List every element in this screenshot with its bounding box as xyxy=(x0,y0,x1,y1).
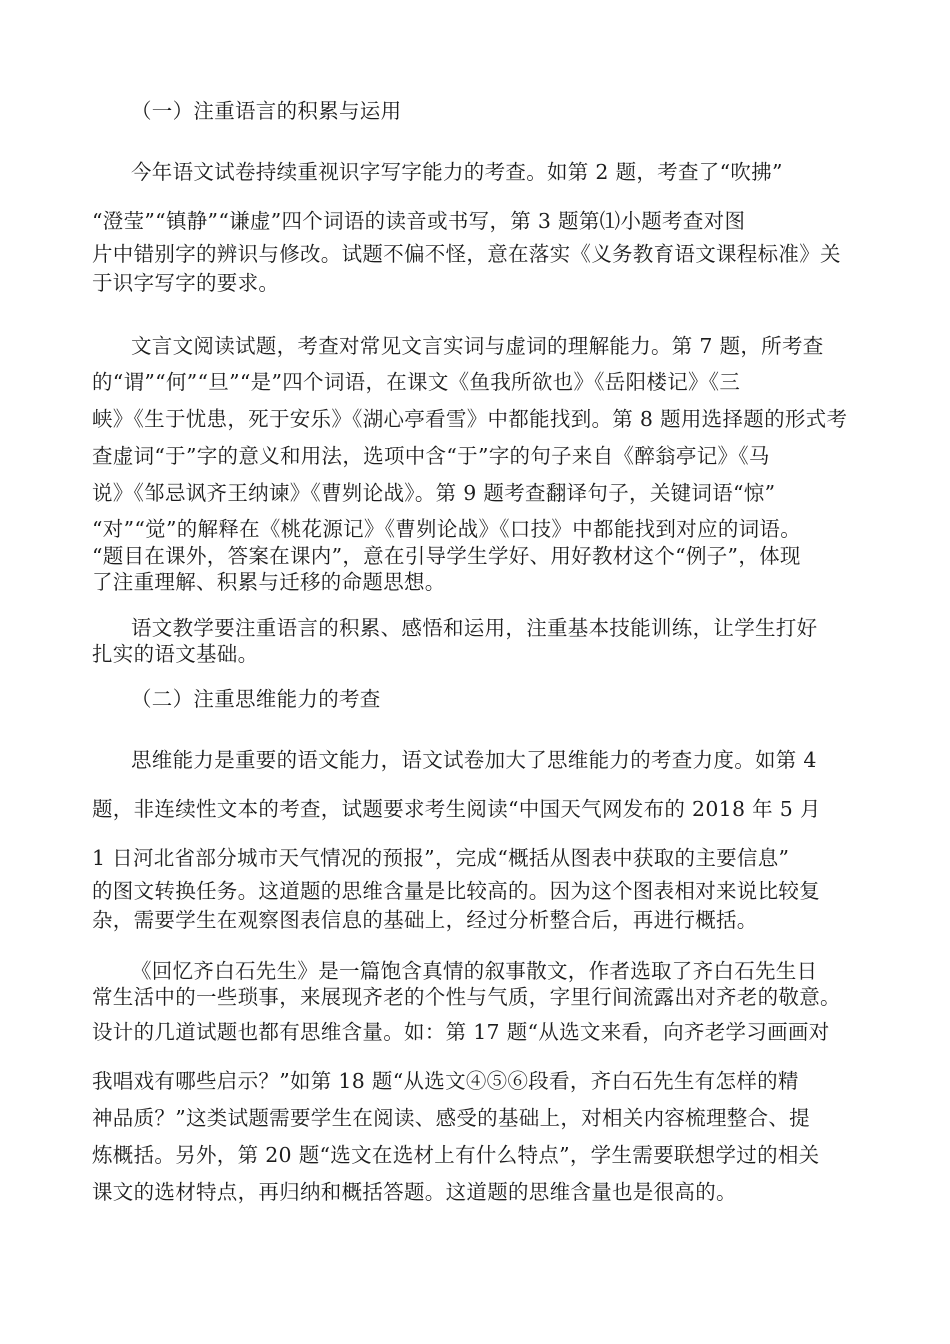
paragraph-line: “澄莹”“镇静”“谦虚”四个词语的读音或书写，第 3 题第⑴小题考查对图 xyxy=(92,209,746,233)
paragraph-line: 题，非连续性文本的考查，试题要求考生阅读“中国天气网发布的 2018 年 5 月 xyxy=(92,797,821,821)
paragraph-line: 炼概括。另外，第 20 题“选文在选材上有什么特点”，学生需要联想学过的相关 xyxy=(92,1143,820,1167)
paragraph-line: 常生活中的一些琐事，来展现齐老的个性与气质，字里行间流露出对齐老的敬意。 xyxy=(92,985,841,1009)
paragraph-line: 课文的选材特点，再归纳和概括答题。这道题的思维含量也是很高的。 xyxy=(92,1180,737,1204)
paragraph-line: 1 日河北省部分城市天气情况的预报”，完成“概括从图表中获取的主要信息” xyxy=(92,846,790,870)
paragraph-line: 的“谓”“何”“旦”“是”四个词语，在课文《鱼我所欲也》《岳阳楼记》《三 xyxy=(92,370,741,394)
paragraph-line: 扎实的语文基础。 xyxy=(92,642,259,666)
paragraph-line: 语文教学要注重语言的积累、感悟和运用，注重基本技能训练，让学生打好 xyxy=(131,616,818,640)
paragraph-line: 我唱戏有哪些启示？”如第 18 题“从选文④⑤⑥段看，齐白石先生有怎样的精 xyxy=(92,1069,799,1093)
paragraph-line: 的图文转换任务。这道题的思维含量是比较高的。因为这个图表相对来说比较复 xyxy=(92,879,820,903)
section-1-heading: （一）注重语言的积累与运用 xyxy=(131,99,402,123)
paragraph-line: 了注重理解、积累与迁移的命题思想。 xyxy=(92,570,446,594)
section-2-heading: （二）注重思维能力的考查 xyxy=(131,687,381,711)
paragraph-line: 杂，需要学生在观察图表信息的基础上，经过分析整合后，再进行概括。 xyxy=(92,908,758,932)
paragraph-line: 神品质？”这类试题需要学生在阅读、感受的基础上，对相关内容梳理整合、提 xyxy=(92,1106,810,1130)
paragraph-line: 《回忆齐白石先生》是一篇饱含真情的叙事散文，作者选取了齐白石先生日 xyxy=(131,959,818,983)
paragraph-line: 说》《邹忌讽齐王纳谏》《曹刿论战》。第 9 题考查翻译句子，关键词语“惊” xyxy=(92,481,776,505)
paragraph-line: “题目在课外，答案在课内”，意在引导学生学好、用好教材这个“例子”，体现 xyxy=(92,544,801,568)
paragraph-line: 今年语文试卷持续重视识字写字能力的考查。如第 2 题，考查了“吹拂” xyxy=(131,160,783,184)
paragraph-line: 于识字写字的要求。 xyxy=(92,271,280,295)
paragraph-line: 查虚词“于”字的意义和用法，选项中含“于”字的句子来自《醉翁亭记》《马 xyxy=(92,444,770,468)
paragraph-line: 文言文阅读试题，考查对常见文言实词与虚词的理解能力。第 7 题，所考查 xyxy=(131,334,824,358)
paragraph-line: 思维能力是重要的语文能力，语文试卷加大了思维能力的考查力度。如第 4 xyxy=(131,748,817,772)
paragraph-line: “对”“觉”的解释在《桃花源记》《曹刿论战》《口技》中都能找到对应的词语。 xyxy=(92,517,802,541)
paragraph-line: 峡》《生于忧患，死于安乐》《湖心亭看雪》中都能找到。第 8 题用选择题的形式考 xyxy=(92,407,848,431)
paragraph-line: 设计的几道试题也都有思维含量。如：第 17 题“从选文来看，向齐老学习画画对 xyxy=(92,1020,830,1044)
paragraph-line: 片中错别字的辨识与修改。试题不偏不怪，意在落实《义务教育语文课程标准》关 xyxy=(92,242,841,266)
